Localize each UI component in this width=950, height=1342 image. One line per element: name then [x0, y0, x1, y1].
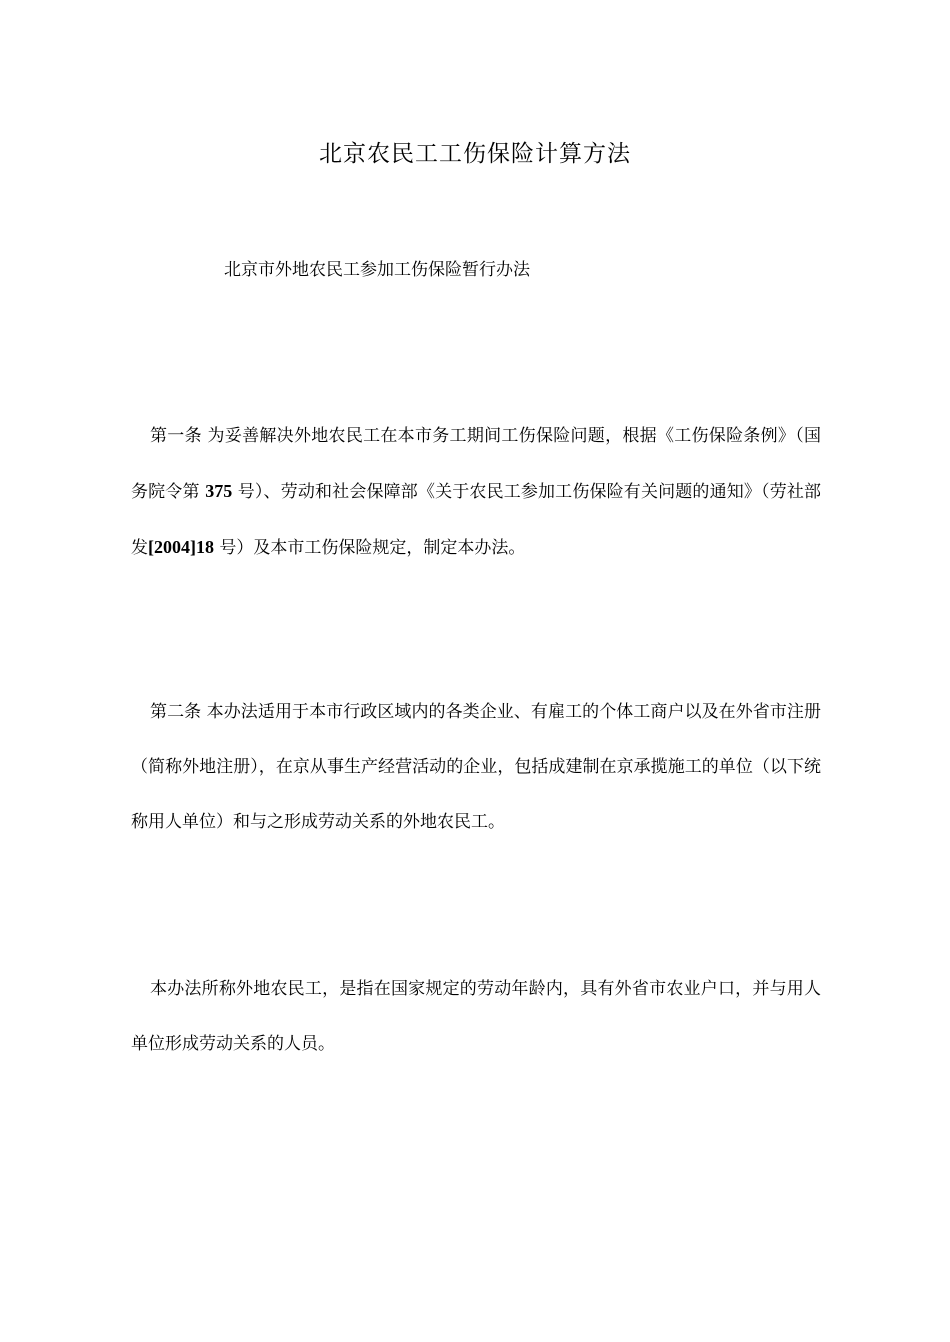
document-title: 北京农民工工伤保险计算方法	[319, 141, 631, 167]
decree-number: 375	[205, 481, 233, 501]
article-1-label: 第一条	[150, 426, 202, 446]
article-1-text-part-3: 号）及本市工伤保险规定，制定本办法。	[214, 538, 526, 558]
document-subtitle: 北京市外地农民工参加工伤保险暂行办法	[224, 260, 530, 280]
article-2-label: 第二条	[150, 702, 202, 722]
definition-paragraph: 本办法所称外地农民工，是指在国家规定的劳动年龄内，具有外省市农业户口，并与用人单位形成劳动关系的人员。	[131, 979, 821, 1054]
article-1-text-part-2: 号）、劳动和社会保障部《关于农民工参加工伤保险有关问题的通知》（劳社部发	[131, 482, 822, 558]
article-1-text-part-1: 为妥善解决外地农民工在本市务工期间工伤保险问题，根据《工伤保险条例》（国务院令第	[131, 426, 822, 502]
article-2-paragraph	[131, 685, 821, 850]
notice-number: [2004]18	[148, 537, 214, 557]
article-1-paragraph	[131, 409, 821, 576]
article-2-text: 本办法适用于本市行政区域内的各类企业、有雇工的个体工商户以及在外省市注册（简称外地注册），在京从事生产经营活动的企业，包括成建制在京承揽施工的单位（以下统称用人单位）和与之形成劳动关系的外地农民工。	[131, 702, 821, 832]
